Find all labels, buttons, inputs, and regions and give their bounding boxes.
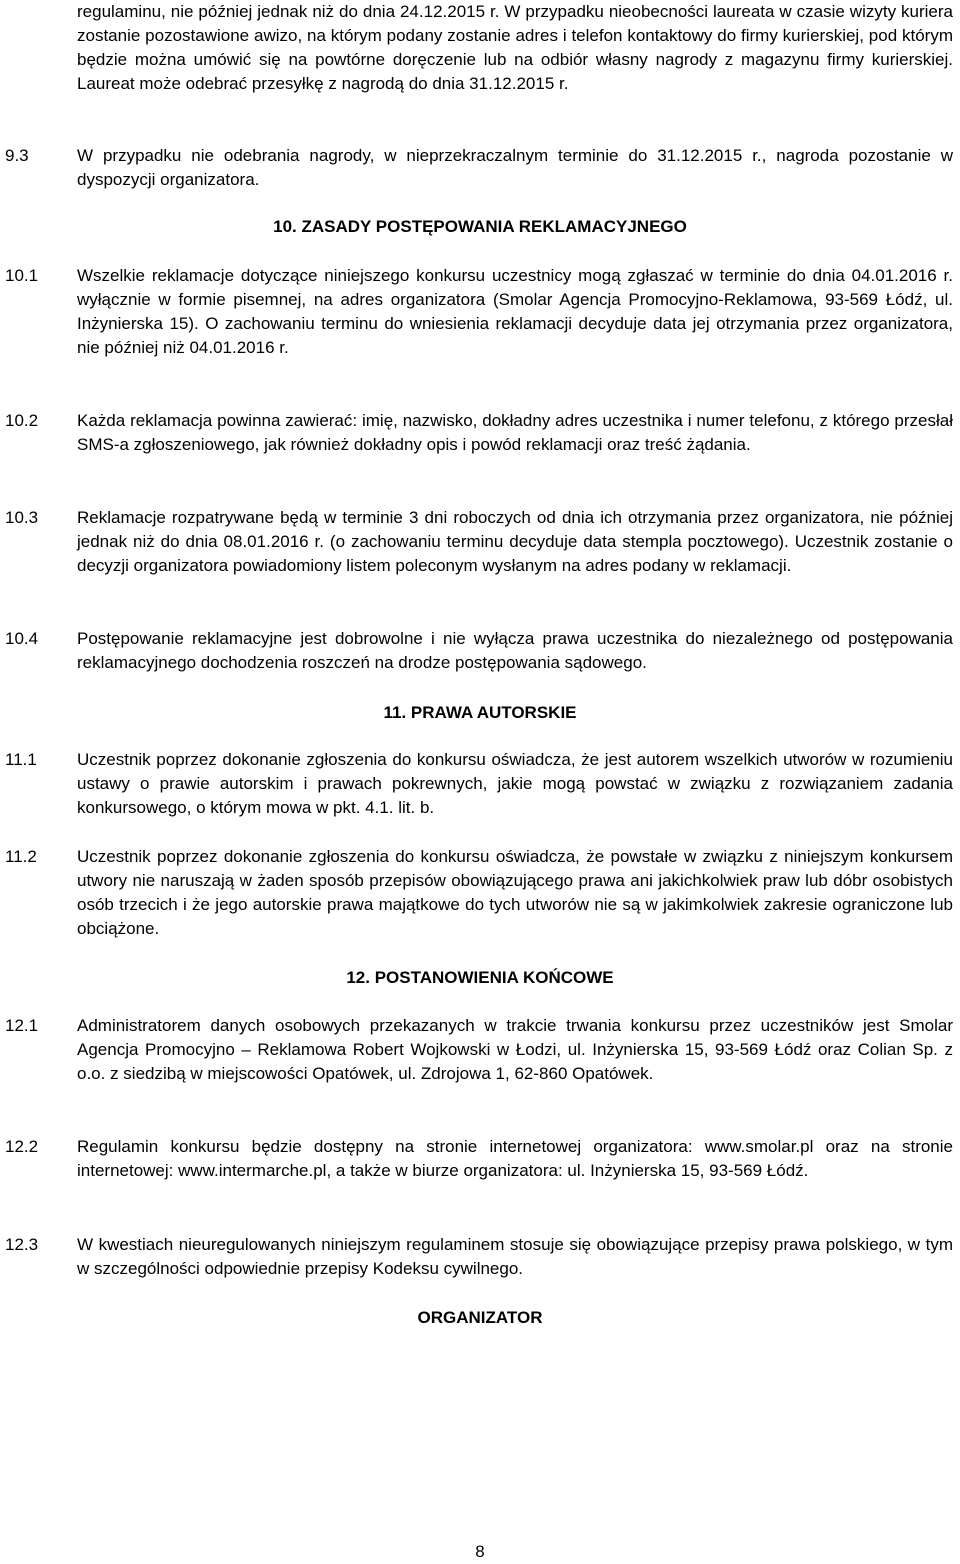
organizer-signature: ORGANIZATOR: [417, 1308, 543, 1327]
clause-number: 10.2: [5, 411, 39, 430]
clause-number: 12.1: [5, 1016, 39, 1035]
section-heading-12: 12. POSTANOWIENIA KOŃCOWE: [346, 968, 614, 987]
clause-11-1: [5, 748, 953, 820]
clause-12-1: [5, 1014, 953, 1086]
clause-number: 9.3: [5, 146, 29, 165]
clause-text: W przypadku nie odebrania nagrody, w nieprzekraczalnym terminie do 31.12.2015 r., nagroda pozostanie w dyspozycji organizatora.: [77, 146, 953, 189]
clause-10-2: [5, 409, 953, 457]
clause-text: Uczestnik poprzez dokonanie zgłoszenia do konkursu oświadcza, że powstałe w związku z niniejszym konkursem utwory nie naruszają w żaden sposób przepisów obowiązującego prawa ani jakichkolwiek praw lub dóbr osobistych osób trzecich i że jego autorskie prawa majątkowe do tych utworów nie są w jakimkolwiek zakresie ograniczone lub obciążone.: [77, 847, 953, 938]
clause-10-4: [5, 627, 953, 675]
clause-number: 12.2: [5, 1137, 39, 1156]
clause-10-1: [5, 264, 953, 360]
page-number: 8: [475, 1542, 485, 1561]
clause-text: W kwestiach nieuregulowanych niniejszym regulaminem stosuje się obowiązujące przepisy prawa polskiego, w tym w szczególności odpowiednie przepisy Kodeksu cywilnego.: [77, 1235, 953, 1278]
clause-12-3: [5, 1233, 953, 1281]
clause-10-3: [5, 506, 953, 578]
clause-number: 12.3: [5, 1235, 39, 1254]
clause-9-3: [5, 144, 953, 192]
clause-number: 11.2: [5, 847, 37, 866]
section-heading-11: 11. PRAWA AUTORSKIE: [383, 703, 577, 722]
intro-paragraph: regulaminu, nie później jednak niż do dnia 24.12.2015 r. W przypadku nieobecności laureata w czasie wizyty kuriera zostanie pozostawione awizo, na którym podany zostanie adres i telefon kontaktowy do firmy kurierskiej, pod którym będzie można umówić się na powtórne doręczenie lub na odbiór własny nagrody z magazynu firmy kurierskiej. Laureat może odebrać przesyłkę z nagrodą do dnia 31.12.2015 r.: [77, 2, 953, 93]
clause-number: 10.1: [5, 266, 39, 285]
clause-text: Reklamacje rozpatrywane będą w terminie 3 dni roboczych od dnia ich otrzymania przez organizatora, nie później jednak niż do dnia 08.01.2016 r. (o zachowaniu terminu decyduje data stempla pocztowego). Uczestnik zostanie o decyzji organizatora powiadomiony listem poleconym wysłanym na adres podany w reklamacji.: [77, 508, 953, 575]
clause-text: Postępowanie reklamacyjne jest dobrowolne i nie wyłącza prawa uczestnika do niezależnego od postępowania reklamacyjnego dochodzenia roszczeń na drodze postępowania sądowego.: [77, 629, 953, 672]
clause-number: 10.4: [5, 629, 39, 648]
clause-text: Każda reklamacja powinna zawierać: imię, nazwisko, dokładny adres uczestnika i numer telefonu, z którego przesłał SMS-a zgłoszeniowego, jak również dokładny opis i powód reklamacji oraz treść żądania.: [77, 411, 953, 454]
clause-text: Wszelkie reklamacje dotyczące niniejszego konkursu uczestnicy mogą zgłaszać w terminie do dnia 04.01.2016 r. wyłącznie w formie pisemnej, na adres organizatora (Smolar Agencja Promocyjno-Reklamowa, 93-569 Łódź, ul. Inżynierska 15). O zachowaniu terminu do wniesienia reklamacji decyduje data jej otrzymania przez organizatora, nie później niż 04.01.2016 r.: [77, 266, 953, 357]
clause-number: 10.3: [5, 508, 39, 527]
clause-text: Uczestnik poprzez dokonanie zgłoszenia do konkursu oświadcza, że jest autorem wszelkich utworów w rozumieniu ustawy o prawie autorskim i prawach pokrewnych, jakie mogą powstać w związku z rozwiązaniem zadania konkursowego, o którym mowa w pkt. 4.1. lit. b.: [77, 750, 953, 817]
clause-12-2: [5, 1135, 953, 1183]
clause-text: Regulamin konkursu będzie dostępny na stronie internetowej organizatora: www.smolar.pl oraz na stronie internetowej: www.intermarche.pl, a także w biurze organizatora: ul. Inżynierska 15, 93-569 Łódź.: [77, 1137, 953, 1180]
clause-text: Administratorem danych osobowych przekazanych w trakcie trwania konkursu przez uczestników jest Smolar Agencja Promocyjno – Reklamowa Robert Wojkowski w Łodzi, ul. Inżynierska 15, 93-569 Łódź oraz Colian Sp. z o.o. z siedzibą w miejscowości Opatówek, ul. Zdrojowa 1, 62-860 Opatówek.: [77, 1016, 953, 1083]
clause-number: 11.1: [5, 750, 37, 769]
clause-11-2: [5, 845, 953, 941]
section-heading-10: 10. ZASADY POSTĘPOWANIA REKLAMACYJNEGO: [273, 217, 687, 236]
